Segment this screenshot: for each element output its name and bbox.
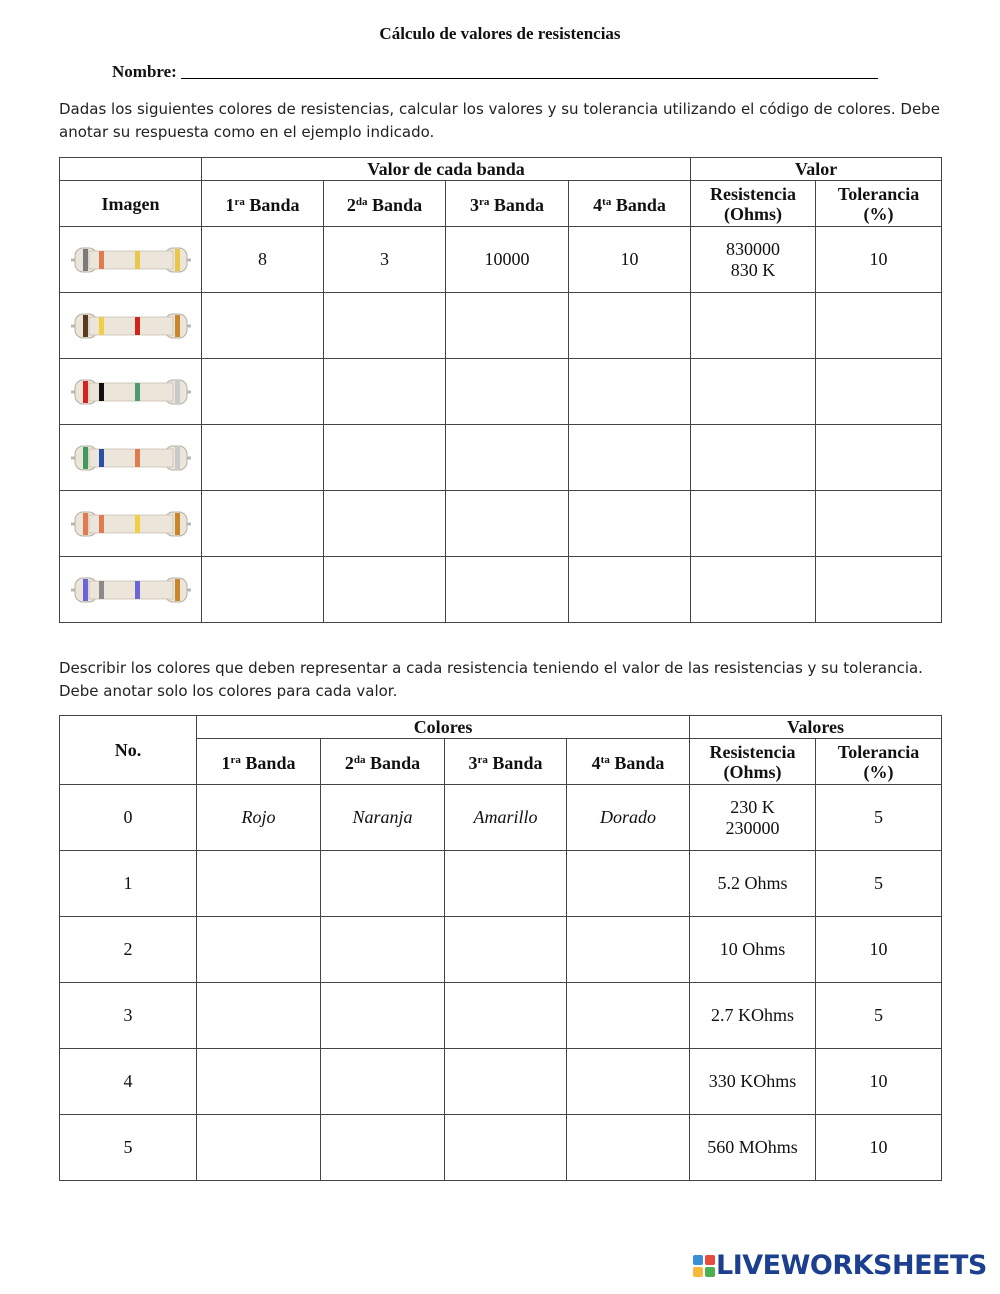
tolerance-value: 5 bbox=[874, 1005, 884, 1025]
resistor-band-3 bbox=[135, 581, 140, 599]
resistance-value-1: 330 KOhms bbox=[708, 1071, 797, 1091]
number-cell bbox=[60, 917, 197, 983]
number-cell bbox=[60, 851, 197, 917]
resistance-cell bbox=[690, 917, 816, 983]
resistor-image bbox=[71, 240, 191, 280]
section2-instructions-line-2: Debe anotar solo los colores para cada valor. bbox=[59, 682, 398, 700]
band-1-value: 8 bbox=[258, 249, 267, 269]
band-2-value: 3 bbox=[380, 249, 389, 269]
resistance-cell bbox=[690, 1115, 816, 1181]
band-3-cell[interactable] bbox=[446, 491, 569, 557]
number-cell bbox=[60, 983, 197, 1049]
band-1-cell[interactable] bbox=[202, 425, 324, 491]
tolerance-cell[interactable] bbox=[816, 425, 942, 491]
tolerance-cell[interactable] bbox=[816, 293, 942, 359]
color-band-4-cell[interactable] bbox=[567, 785, 690, 851]
table-row bbox=[60, 917, 942, 983]
name-row bbox=[112, 62, 878, 82]
resistance-cell[interactable] bbox=[691, 557, 816, 623]
resistance-value-2: 230000 bbox=[725, 817, 780, 838]
resistor-band-1 bbox=[83, 513, 88, 535]
resistor-image-cell bbox=[60, 557, 202, 623]
band-4-cell[interactable] bbox=[569, 359, 691, 425]
tolerance-cell bbox=[816, 917, 942, 983]
resistor-band-3 bbox=[135, 317, 140, 335]
resistance-value-1: 2.7 KOhms bbox=[711, 1005, 795, 1025]
resistor-band-3 bbox=[135, 449, 140, 467]
color-band-2-cell[interactable] bbox=[321, 1049, 445, 1115]
band-1-cell[interactable] bbox=[202, 227, 324, 293]
band-4-cell[interactable] bbox=[569, 491, 691, 557]
logo-square bbox=[705, 1267, 715, 1277]
color-band-1-cell[interactable] bbox=[197, 1049, 321, 1115]
color-band-2-cell[interactable] bbox=[321, 917, 445, 983]
row-number: 2 bbox=[123, 939, 133, 959]
color-band-1-cell[interactable] bbox=[197, 851, 321, 917]
header-group-colors: Colores bbox=[197, 716, 690, 739]
resistor-band-2 bbox=[99, 515, 104, 533]
band-4-cell[interactable] bbox=[569, 557, 691, 623]
row-number: 4 bbox=[123, 1071, 133, 1091]
resistance-cell[interactable] bbox=[691, 293, 816, 359]
header-band-1: $1^{ra}$ Banda bbox=[197, 739, 321, 785]
resistor-band-1 bbox=[83, 447, 88, 469]
tolerance-value: 10 bbox=[869, 939, 888, 959]
resistor-band-4 bbox=[175, 513, 180, 535]
band-4-cell[interactable] bbox=[569, 293, 691, 359]
name-input[interactable] bbox=[181, 66, 878, 82]
resistance-cell bbox=[690, 1049, 816, 1115]
resistor-image bbox=[71, 438, 191, 478]
resistance-cell bbox=[690, 983, 816, 1049]
band-3-value: 10000 bbox=[484, 249, 530, 269]
tolerance-cell[interactable] bbox=[816, 491, 942, 557]
band-3-cell[interactable] bbox=[446, 227, 569, 293]
band-4-cell[interactable] bbox=[569, 425, 691, 491]
band-1-cell[interactable] bbox=[202, 557, 324, 623]
color-band-1-value: Rojo bbox=[241, 807, 276, 827]
resistance-cell bbox=[690, 851, 816, 917]
color-band-3-cell[interactable] bbox=[445, 1049, 567, 1115]
name-label: Nombre: bbox=[112, 62, 177, 81]
resistor-band-1 bbox=[83, 381, 88, 403]
table-row bbox=[60, 1115, 942, 1181]
tolerance-value: 5 bbox=[874, 873, 884, 893]
resistance-value-1: 5.2 Ohms bbox=[717, 873, 788, 893]
resistance-cell bbox=[690, 785, 816, 851]
header-tolerance: Tolerancia (%) bbox=[816, 739, 942, 785]
band-2-cell[interactable] bbox=[324, 359, 446, 425]
table-row bbox=[60, 983, 942, 1049]
color-band-3-value: Amarillo bbox=[473, 807, 538, 827]
band-3-cell[interactable] bbox=[446, 359, 569, 425]
row-number: 1 bbox=[123, 873, 133, 893]
page-title: Cálculo de valores de resistencias bbox=[379, 24, 621, 43]
resistance-cell[interactable] bbox=[691, 425, 816, 491]
tolerance-cell bbox=[816, 785, 942, 851]
color-band-1-cell[interactable] bbox=[197, 983, 321, 1049]
color-band-1-cell[interactable] bbox=[197, 917, 321, 983]
resistance-value-1: 230 K bbox=[730, 796, 775, 817]
header-band-2: $2^{da}$ Banda bbox=[324, 181, 446, 227]
tolerance-value: 10 bbox=[869, 1071, 888, 1091]
resistor-image bbox=[71, 372, 191, 412]
band-4-cell[interactable] bbox=[569, 227, 691, 293]
resistor-table-1 bbox=[59, 157, 942, 623]
color-band-3-cell[interactable] bbox=[445, 917, 567, 983]
section2-instructions bbox=[59, 657, 949, 703]
header-group-value: Valor bbox=[691, 158, 942, 181]
color-band-3-cell[interactable] bbox=[445, 785, 567, 851]
resistor-image bbox=[71, 306, 191, 346]
color-band-2-value: Naranja bbox=[352, 807, 413, 827]
tolerance-value: 10 bbox=[869, 249, 888, 269]
resistor-band-2 bbox=[99, 383, 104, 401]
table-row bbox=[60, 851, 942, 917]
resistor-band-2 bbox=[99, 251, 104, 269]
band-2-cell[interactable] bbox=[324, 557, 446, 623]
tolerance-cell bbox=[816, 983, 942, 1049]
resistor-image-cell bbox=[60, 491, 202, 557]
number-cell bbox=[60, 1049, 197, 1115]
resistor-table-2 bbox=[59, 715, 942, 1181]
band-1-cell[interactable] bbox=[202, 293, 324, 359]
header-band-4: $4^{ta}$ Banda bbox=[569, 181, 691, 227]
resistor-band-4 bbox=[175, 249, 180, 271]
band-1-cell[interactable] bbox=[202, 491, 324, 557]
color-band-4-cell[interactable] bbox=[567, 983, 690, 1049]
resistance-cell[interactable] bbox=[691, 491, 816, 557]
header-tolerance: Tolerancia (%) bbox=[816, 181, 942, 227]
color-band-1-cell[interactable] bbox=[197, 785, 321, 851]
tolerance-cell bbox=[816, 1115, 942, 1181]
header-number: No. bbox=[60, 716, 197, 785]
color-band-3-cell[interactable] bbox=[445, 983, 567, 1049]
header-band-3: $3^{ra}$ Banda bbox=[445, 739, 567, 785]
resistor-image-cell bbox=[60, 227, 202, 293]
logo-square bbox=[693, 1267, 703, 1277]
resistor-band-3 bbox=[135, 251, 140, 269]
liveworksheets-logo bbox=[692, 1250, 987, 1281]
band-4-value: 10 bbox=[620, 249, 639, 269]
resistor-band-2 bbox=[99, 581, 104, 599]
band-3-cell[interactable] bbox=[446, 425, 569, 491]
resistor-band-4 bbox=[175, 579, 180, 601]
table-row bbox=[60, 359, 942, 425]
tolerance-value: 10 bbox=[869, 1137, 888, 1157]
row-number: 3 bbox=[123, 1005, 133, 1025]
resistor-band-1 bbox=[83, 249, 88, 271]
number-cell bbox=[60, 1115, 197, 1181]
tolerance-cell[interactable] bbox=[816, 227, 942, 293]
row-number: 0 bbox=[123, 807, 133, 827]
resistance-value-2: 830 K bbox=[730, 259, 776, 280]
color-band-4-cell[interactable] bbox=[567, 917, 690, 983]
resistance-value-1: 560 MOhms bbox=[707, 1137, 798, 1157]
header-group-values: Valores bbox=[690, 716, 942, 739]
band-2-cell[interactable] bbox=[324, 491, 446, 557]
section1-instructions-text: Dadas los siguientes colores de resistencias, calcular los valores y su tolerancia utilizando el código de colores. Debe anotar su respuesta como en el ejemplo indicado. bbox=[59, 100, 940, 141]
resistor-band-3 bbox=[135, 383, 140, 401]
color-band-2-cell[interactable] bbox=[321, 851, 445, 917]
section2-instructions-line-1: Describir los colores que deben representar a cada resistencia teniendo el valor de las resistencias y su tolerancia. bbox=[59, 659, 923, 677]
row-number: 5 bbox=[123, 1137, 133, 1157]
color-band-2-cell[interactable] bbox=[321, 983, 445, 1049]
resistor-image bbox=[71, 504, 191, 544]
color-band-4-value: Dorado bbox=[600, 807, 657, 827]
logo-icon bbox=[692, 1254, 716, 1278]
logo-square bbox=[693, 1255, 703, 1265]
resistor-band-2 bbox=[99, 449, 104, 467]
resistance-cell[interactable] bbox=[691, 227, 816, 293]
table-row bbox=[60, 425, 942, 491]
resistor-image-cell bbox=[60, 425, 202, 491]
resistance-cell[interactable] bbox=[691, 359, 816, 425]
resistor-band-4 bbox=[175, 315, 180, 337]
header-band-4: $4^{ta}$ Banda bbox=[567, 739, 690, 785]
tolerance-value: 5 bbox=[874, 807, 884, 827]
band-2-cell[interactable] bbox=[324, 227, 446, 293]
resistor-band-1 bbox=[83, 315, 88, 337]
header-band-1: $1^{ra}$ Banda bbox=[202, 181, 324, 227]
table-row bbox=[60, 491, 942, 557]
resistor-image bbox=[71, 570, 191, 610]
tolerance-cell bbox=[816, 851, 942, 917]
tolerance-cell[interactable] bbox=[816, 359, 942, 425]
resistance-value-1: 830000 bbox=[726, 238, 781, 259]
color-band-1-cell[interactable] bbox=[197, 1115, 321, 1181]
resistor-image-cell bbox=[60, 359, 202, 425]
number-cell bbox=[60, 785, 197, 851]
tolerance-cell[interactable] bbox=[816, 557, 942, 623]
resistance-value-1: 10 Ohms bbox=[719, 939, 786, 959]
color-band-4-cell[interactable] bbox=[567, 1115, 690, 1181]
band-3-cell[interactable] bbox=[446, 293, 569, 359]
table-row bbox=[60, 557, 942, 623]
table-row bbox=[60, 1049, 942, 1115]
tolerance-cell bbox=[816, 1049, 942, 1115]
table-row bbox=[60, 785, 942, 851]
resistor-band-3 bbox=[135, 515, 140, 533]
logo-text: LIVEWORKSHEETS bbox=[716, 1250, 987, 1281]
color-band-4-cell[interactable] bbox=[567, 1049, 690, 1115]
band-3-cell[interactable] bbox=[446, 557, 569, 623]
band-2-cell[interactable] bbox=[324, 293, 446, 359]
band-1-cell[interactable] bbox=[202, 359, 324, 425]
color-band-2-cell[interactable] bbox=[321, 785, 445, 851]
resistor-image-cell bbox=[60, 293, 202, 359]
header-group-bands: Valor de cada banda bbox=[202, 158, 691, 181]
resistor-band-4 bbox=[175, 447, 180, 469]
color-band-3-cell[interactable] bbox=[445, 851, 567, 917]
header-band-3: $3^{ra}$ Banda bbox=[446, 181, 569, 227]
header-blank bbox=[60, 158, 202, 181]
section1-instructions bbox=[59, 98, 949, 144]
color-band-3-cell[interactable] bbox=[445, 1115, 567, 1181]
table-row bbox=[60, 293, 942, 359]
table-row bbox=[60, 227, 942, 293]
resistor-band-1 bbox=[83, 579, 88, 601]
color-band-2-cell[interactable] bbox=[321, 1115, 445, 1181]
header-band-2: $2^{da}$ Banda bbox=[321, 739, 445, 785]
band-2-cell[interactable] bbox=[324, 425, 446, 491]
logo-square bbox=[705, 1255, 715, 1265]
header-resistance: Resistencia (Ohms) bbox=[690, 739, 816, 785]
color-band-4-cell[interactable] bbox=[567, 851, 690, 917]
name-line bbox=[181, 62, 878, 79]
header-image: Imagen bbox=[60, 181, 202, 227]
resistor-band-2 bbox=[99, 317, 104, 335]
resistor-band-4 bbox=[175, 381, 180, 403]
header-resistance: Resistencia (Ohms) bbox=[691, 181, 816, 227]
